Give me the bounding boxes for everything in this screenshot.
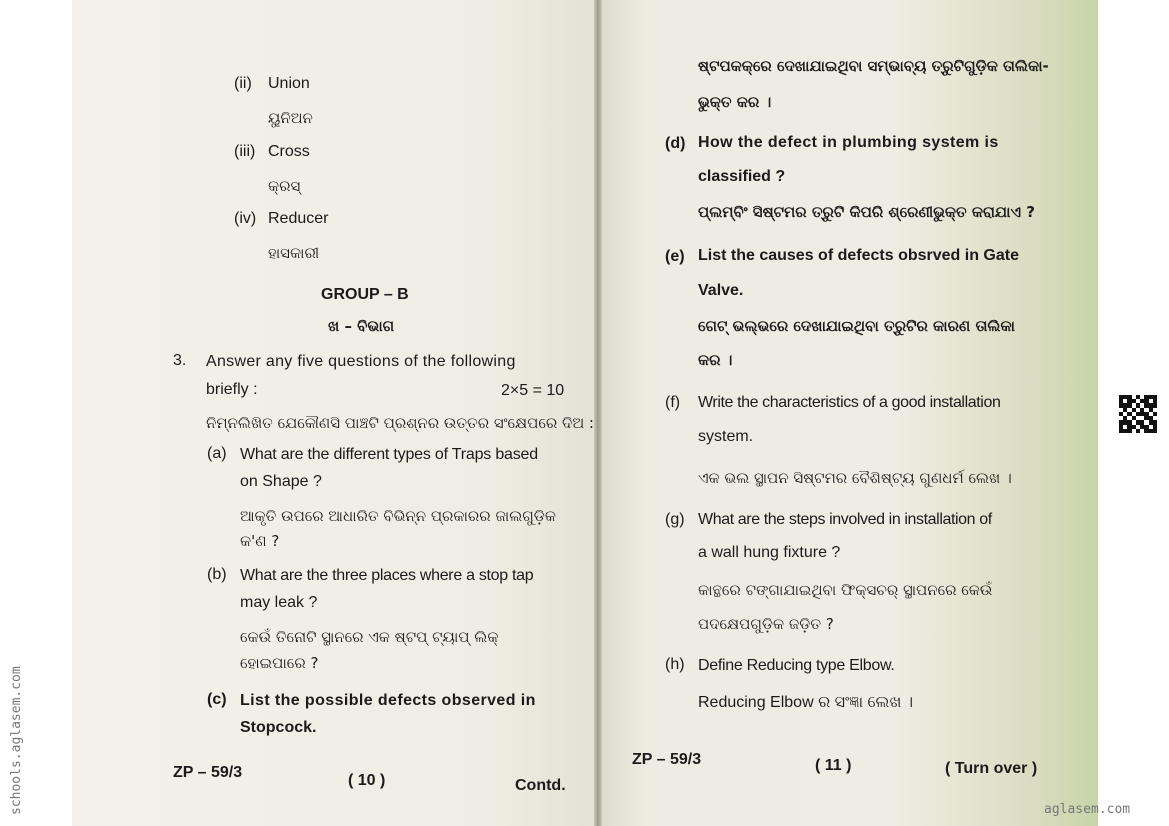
subquestion-text-odia: ଗେଟ୍ ଭଲ୍‌ଭରେ ଦେଖାଯାଇଥିବା ତ୍ରୁଟିର କାରଣ ତାଲିକା xyxy=(698,317,1015,335)
item-number: (iv) xyxy=(234,210,257,227)
subquestion-label: (d) xyxy=(665,135,686,152)
subquestion-text: What are the different types of Traps based xyxy=(240,446,538,463)
subquestion-text: What are the steps involved in installation of xyxy=(698,511,992,528)
subquestion-text-odia: ଭୁକ୍ତ କର । xyxy=(698,93,772,111)
subquestion-text-odia: ହୋଇପାରେ ? xyxy=(240,654,319,672)
book-gutter xyxy=(594,0,602,826)
subquestion-label: (h) xyxy=(665,656,685,673)
qr-code-icon xyxy=(1119,395,1157,433)
subquestion-text: Write the characteristics of a good installation xyxy=(698,394,1001,411)
question-text: Answer any five questions of the following xyxy=(206,353,516,370)
subquestion-label: (a) xyxy=(207,445,227,462)
subquestion-text-odia: ଆକୃତି ଉପରେ ଆଧାରିତ ବିଭିନ୍ନ ପ୍ରକାରର ଜାଲଗୁଡ଼ିକ xyxy=(240,507,556,525)
paper-code: ZP – 59/3 xyxy=(173,764,243,781)
subquestion-text: system. xyxy=(698,428,754,445)
subquestion-text-odia: କାନ୍ଥରେ ଟଙ୍ଗାଯାଇଥିବା ଫିକ୍ସଚର୍ ସ୍ଥାପନରେ କେଉଁ xyxy=(698,581,993,599)
page-number: ( 10 ) xyxy=(348,772,386,789)
group-title-odia: ଖ – ବିଭାଗ xyxy=(328,317,395,335)
subquestion-text: What are the three places where a stop tap xyxy=(240,567,534,584)
continued-label: Contd. xyxy=(515,777,566,794)
marks: 2×5 = 10 xyxy=(501,382,565,399)
subquestion-label: (f) xyxy=(665,394,681,411)
subquestion-text-odia: କ'ଣ ? xyxy=(240,532,280,550)
subquestion-label: (b) xyxy=(207,566,227,583)
item-number: (ii) xyxy=(234,75,252,92)
subquestion-text-odia: ପ୍ଲମ୍ବିଂ ସିଷ୍ଟମର ତ୍ରୁଟି କିପରି ଶ୍ରେଣୀଭୁକ୍ତ କରାଯାଏ ? xyxy=(698,203,1035,221)
subquestion-text-odia: କେଉଁ ତିନୋଟି ସ୍ଥାନରେ ଏକ ଷ୍ଟପ୍ ଟ୍ୟାପ୍ ଲିକ୍ xyxy=(240,628,499,646)
item-label-or: କ୍ରସ୍ xyxy=(268,177,301,195)
subquestion-text-odia: କର । xyxy=(698,351,733,369)
question-text-odia: ନିମ୍ନଲିଖିତ ଯେକୌଣସି ପାଞ୍ଚଟି ପ୍ରଶ୍ନର ଉତ୍ତର ସଂକ୍ଷେପରେ ଦିଅ : xyxy=(206,414,594,432)
subquestion-text: How the defect in plumbing system is xyxy=(698,134,999,151)
item-label-en: Reducer xyxy=(268,210,329,227)
subquestion-text: Define Reducing type Elbow. xyxy=(698,657,895,674)
side-watermark: schools.aglasem.com xyxy=(9,666,24,815)
item-label-en: Cross xyxy=(268,143,310,160)
subquestion-text-odia: ଷ୍ଟପକକ୍‌ରେ ଦେଖାଯାଇଥିବା ସମ୍ଭାବ୍ୟ ତ୍ରୁଟିଗୁଡ଼ିକ ତାଲିକା- xyxy=(698,57,1049,75)
item-label-en: Union xyxy=(268,75,310,92)
subquestion-text: Stopcock. xyxy=(240,719,317,736)
subquestion-label: (e) xyxy=(665,248,685,265)
subquestion-label: (g) xyxy=(665,511,685,528)
subquestion-label: (c) xyxy=(207,691,227,708)
subquestion-text: classified ? xyxy=(698,168,786,185)
subquestion-text: Valve. xyxy=(698,282,744,299)
question-text: briefly : xyxy=(206,381,258,398)
subquestion-text-odia: ଏକ ଭଲ ସ୍ଥାପନ ସିଷ୍ଟମର ବୈଶିଷ୍ଟ୍ୟ ଗୁଣଧର୍ମ ଲେଖ । xyxy=(698,469,1012,487)
turn-over-label: ( Turn over ) xyxy=(945,760,1038,777)
question-number: 3. xyxy=(173,352,187,369)
item-label-or: ହାସକାରୀ xyxy=(268,244,320,262)
subquestion-text: on Shape ? xyxy=(240,473,322,490)
subquestion-text: a wall hung fixture ? xyxy=(698,544,841,561)
subquestion-text-odia: ପଦକ୍ଷେପଗୁଡ଼ିକ ଜଡ଼ିତ ? xyxy=(698,615,834,633)
subquestion-text: List the causes of defects obsrved in Gate xyxy=(698,247,1019,264)
group-title: GROUP – B xyxy=(321,286,409,303)
page-number: ( 11 ) xyxy=(815,757,852,774)
item-number: (iii) xyxy=(234,143,256,160)
subquestion-text-odia: Reducing Elbow ର ସଂଜ୍ଞା ଲେଖ । xyxy=(698,694,914,711)
bottom-watermark: aglasem.com xyxy=(1044,802,1131,817)
subquestion-text: may leak ? xyxy=(240,594,318,611)
subquestion-text: List the possible defects observed in xyxy=(240,692,536,709)
paper-code: ZP – 59/3 xyxy=(632,751,702,768)
item-label-or: ୟୁନିଅନ xyxy=(268,109,313,127)
